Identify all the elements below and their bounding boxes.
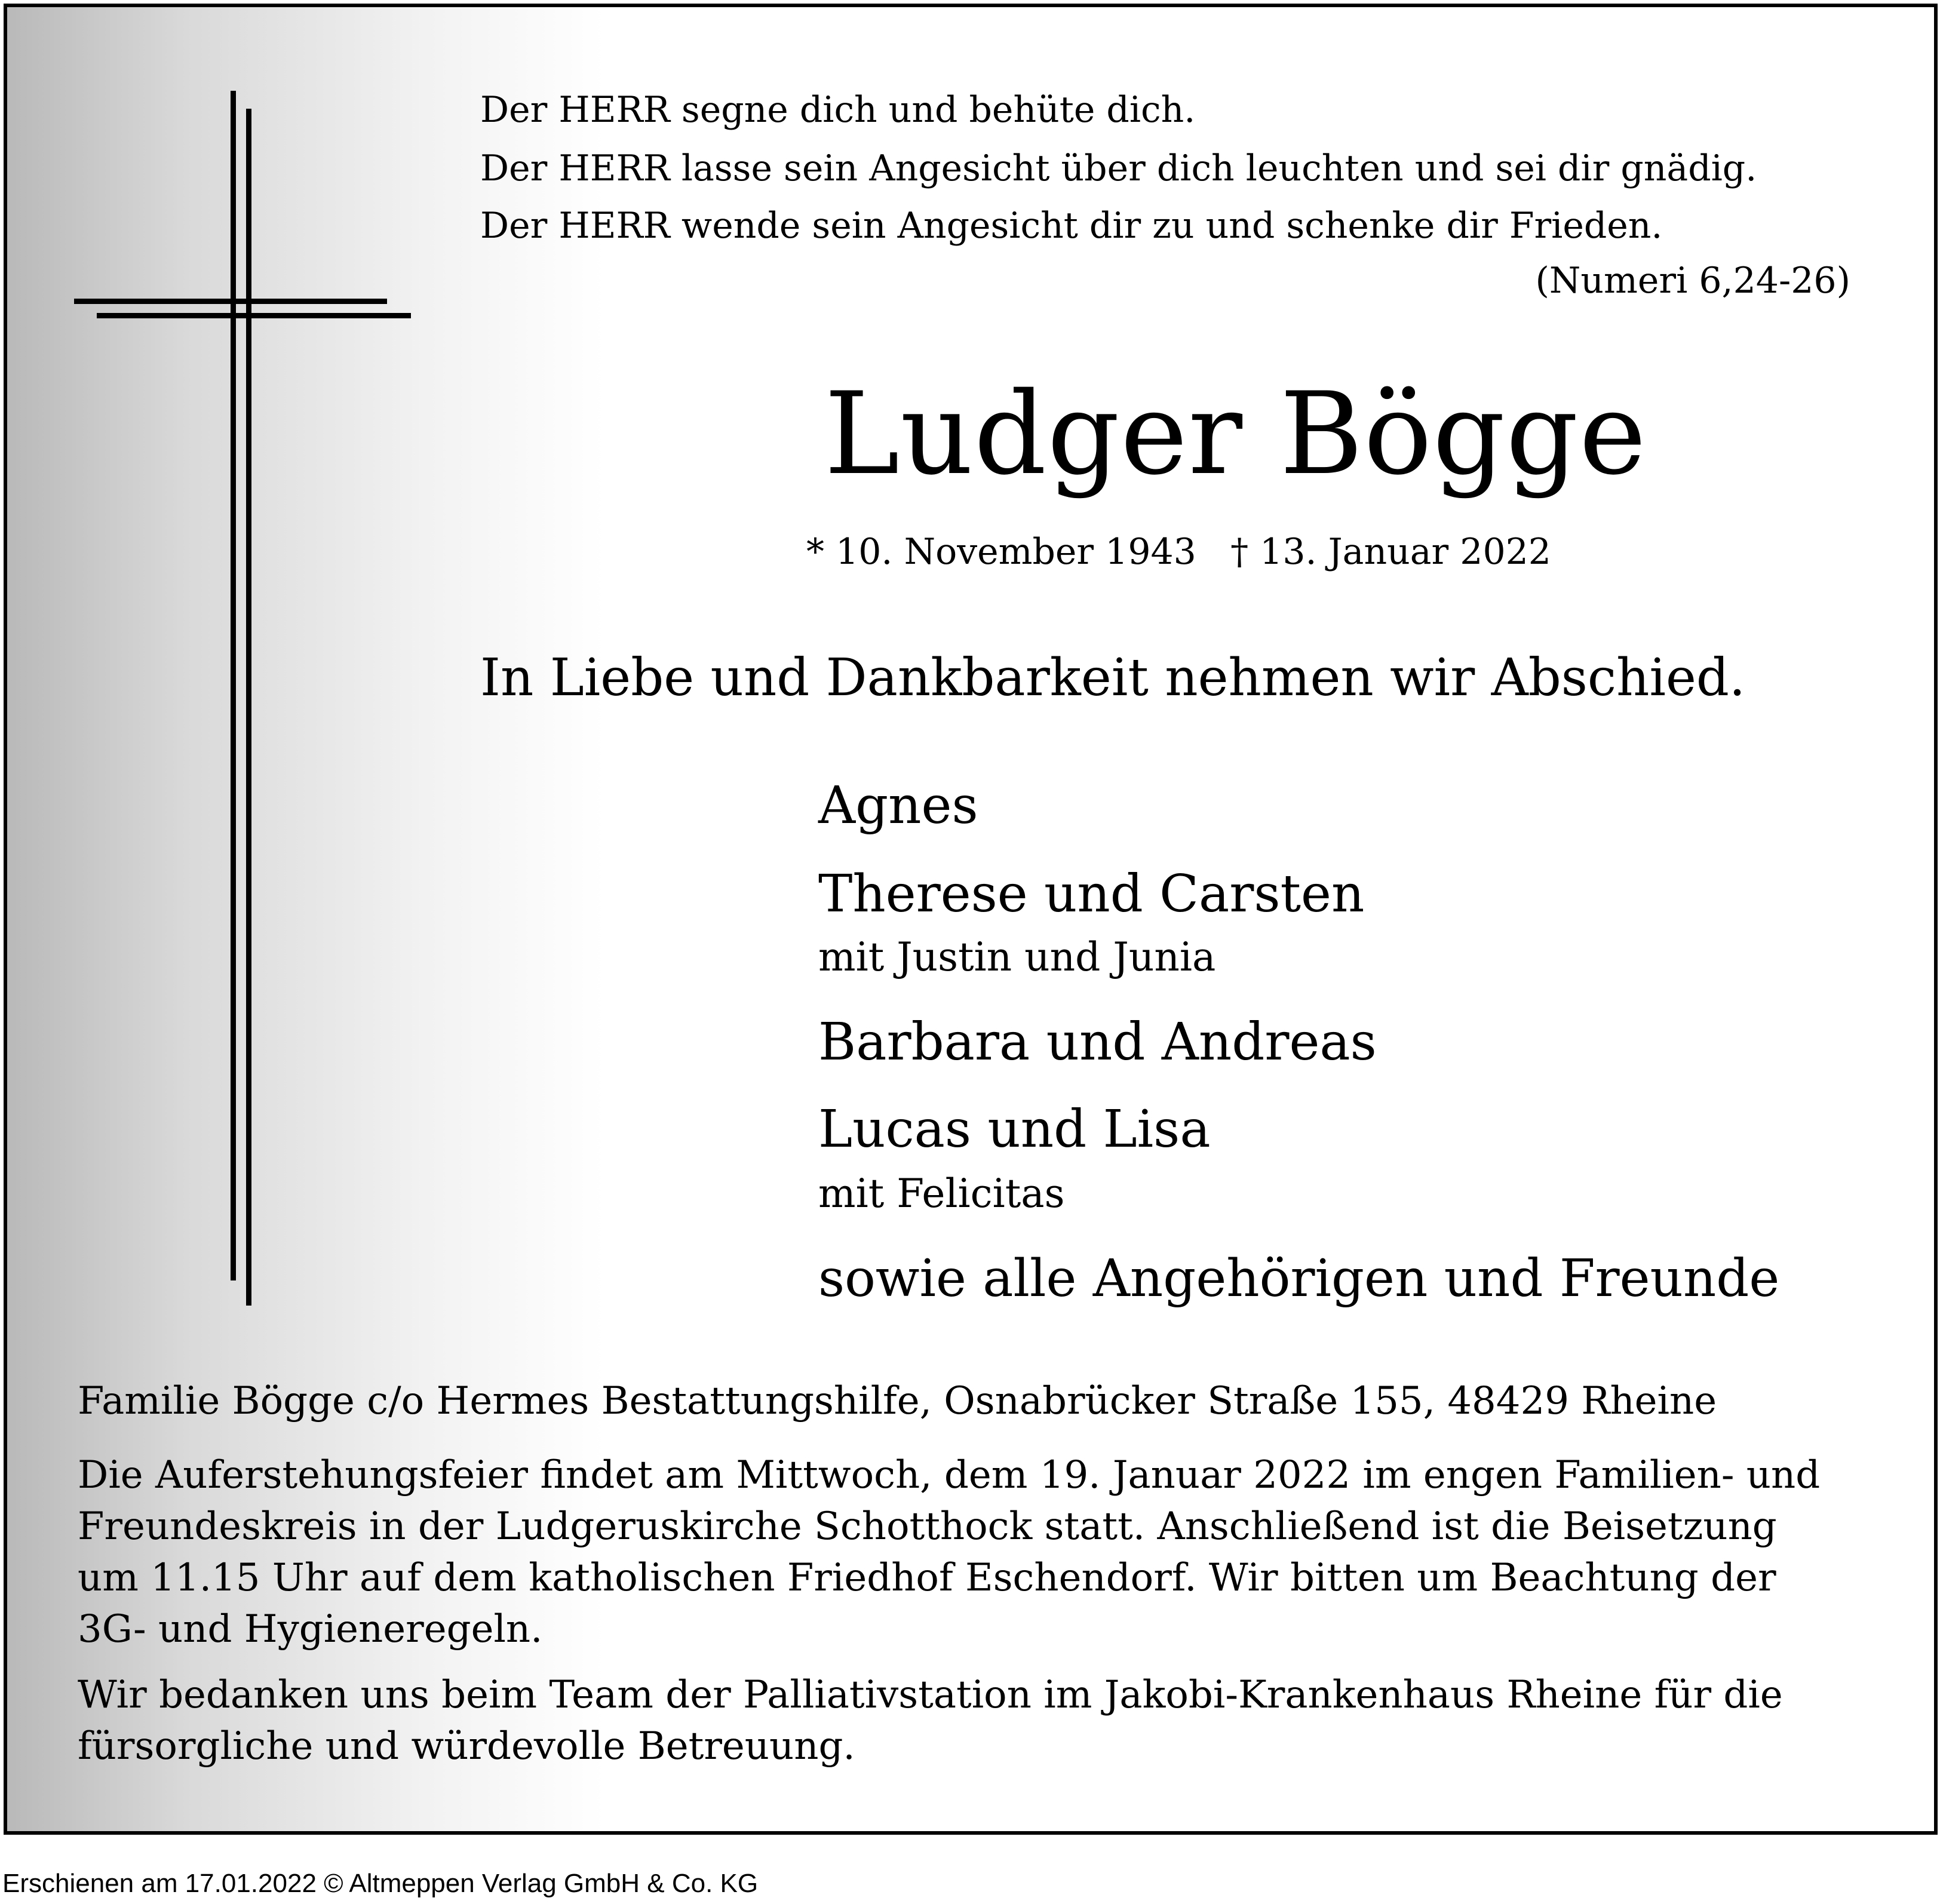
life-dates: * 10. November 1943 † 13. Januar 2022 [806,531,1551,573]
ceremony-line-4: 3G- und Hygieneregeln. [78,1607,543,1651]
family-member-4: Lucas und Lisa [818,1100,1211,1159]
family-member-3: Barbara und Andreas [818,1012,1377,1072]
family-member-1: Agnes [818,776,978,836]
blessing-line-3: Der HERR wende sein Angesicht dir zu und schenke dir Frieden. [480,205,1663,247]
family-member-4-children: mit Felicitas [818,1171,1065,1217]
deceased-name: Ludger Bögge [824,368,1647,500]
blessing-citation: (Numeri 6,24-26) [1535,260,1850,302]
blessing-line-1: Der HERR segne dich und behüte dich. [480,89,1196,131]
ceremony-line-3: um 11.15 Uhr auf dem katholischen Friedhof Eschendorf. Wir bitten um Beachtung der [78,1556,1776,1600]
family-member-2-children: mit Justin und Junia [818,934,1216,980]
family-member-2: Therese und Carsten [818,864,1365,924]
ceremony-line-1: Die Auferstehungsfeier findet am Mittwoch, dem 19. Januar 2022 im engen Familien- und [78,1453,1821,1497]
farewell-text: In Liebe und Dankbarkeit nehmen wir Abschied. [480,648,1746,708]
publication-footer: Erschienen am 17.01.2022 © Altmeppen Verlag GmbH & Co. KG [2,1869,759,1898]
thanks-line-1: Wir bedanken uns beim Team der Palliativstation im Jakobi-Krankenhaus Rheine für die [78,1673,1783,1717]
blessing-line-2: Der HERR lasse sein Angesicht über dich leuchten und sei dir gnädig. [480,148,1757,189]
ceremony-line-2: Freundeskreis in der Ludgeruskirche Schotthock statt. Anschließend ist die Beisetzung [78,1504,1777,1549]
thanks-line-2: fürsorgliche und würdevolle Betreuung. [78,1724,855,1768]
family-relatives: sowie alle Angehörigen und Freunde [818,1249,1780,1309]
contact-address: Familie Bögge c/o Hermes Bestattungshilfe, Osnabrücker Straße 155, 48429 Rheine [78,1379,1717,1423]
obituary-frame [4,4,1938,1835]
